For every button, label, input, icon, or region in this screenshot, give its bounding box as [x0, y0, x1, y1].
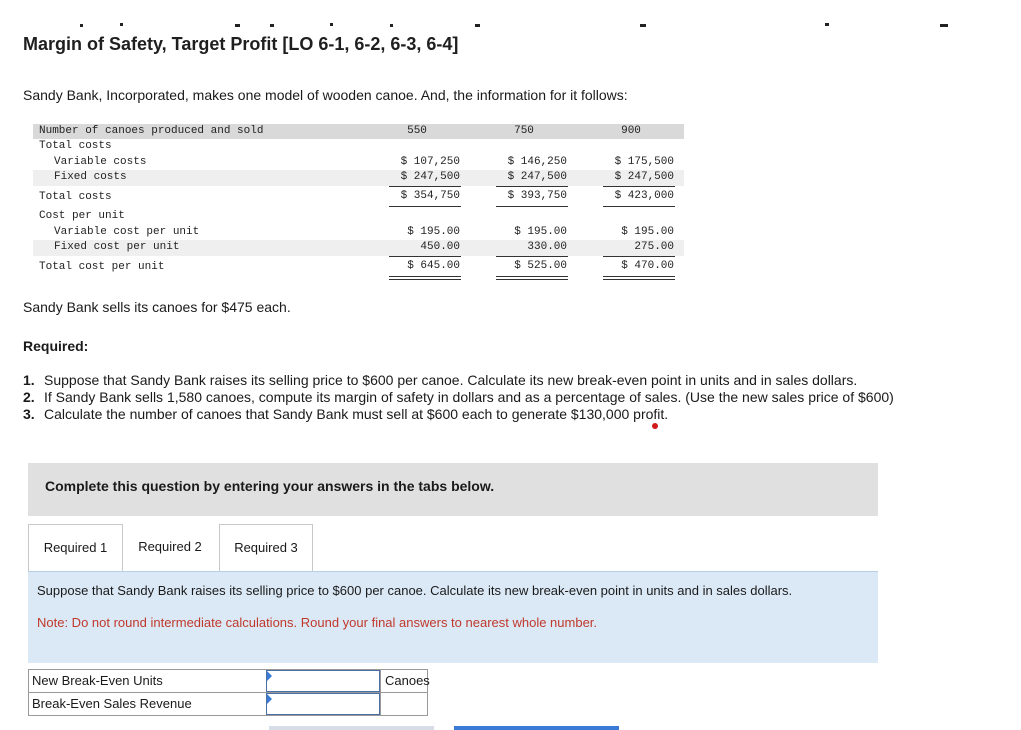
divider: [380, 693, 381, 715]
underline: [603, 186, 675, 187]
double-underline: [496, 279, 568, 280]
question-list: [23, 372, 973, 423]
fixed-per-unit-label: Fixed cost per unit: [54, 241, 180, 253]
cursor-marker: [652, 423, 658, 429]
tab-required-2[interactable]: Required 2: [123, 524, 217, 570]
cost-table: [0, 0, 1021, 300]
panel-instruction: Suppose that Sandy Bank raises its selling price to $600 per canoe. Calculate its new break-even point in units and in sales dollars.: [37, 583, 793, 598]
tab-required-3[interactable]: Required 3: [219, 524, 313, 571]
question-panel: [28, 571, 878, 663]
var-per-unit-label: Variable cost per unit: [54, 226, 200, 238]
total-costs-900: $ 423,000: [614, 190, 674, 202]
double-underline: [603, 279, 675, 280]
next-button[interactable]: [454, 726, 619, 730]
fixed-per-unit-900: 275.00: [634, 241, 674, 253]
question-text: Calculate the number of canoes that Sandy Bank must sell at $600 each to generate $130,000 profit.: [44, 406, 669, 422]
question-text: If Sandy Bank sells 1,580 canoes, compute its margin of safety in dollars and as a percentage of sales. (Use the new sales price of $600): [44, 389, 894, 405]
var-per-unit-750: $ 195.00: [514, 226, 567, 238]
answer-row-units: [28, 669, 428, 693]
underline: [389, 256, 461, 257]
underline: [496, 186, 568, 187]
question-number: 3.: [23, 406, 35, 422]
double-underline: [389, 279, 461, 280]
intro-text: Sandy Bank, Incorporated, makes one model of wooden canoe. And, the information for it follows:: [23, 87, 628, 103]
break-even-units-input[interactable]: [266, 670, 380, 692]
total-per-unit-750: $ 525.00: [514, 260, 567, 272]
break-even-revenue-input[interactable]: [266, 693, 380, 715]
var-per-unit-550: $ 195.00: [407, 226, 460, 238]
total-per-unit-550: $ 645.00: [407, 260, 460, 272]
divider: [380, 670, 381, 692]
row-band: [33, 170, 684, 186]
input-marker-icon: [267, 671, 272, 681]
underline: [496, 256, 568, 257]
question-number: 2.: [23, 389, 35, 405]
units-550: 550: [407, 125, 427, 137]
tab-required-1[interactable]: Required 1: [28, 524, 123, 571]
total-costs-label: Total costs: [39, 191, 112, 203]
page-title: Margin of Safety, Target Profit [LO 6-1, 6-2, 6-3, 6-4]: [23, 34, 459, 54]
fixed-per-unit-750: 330.00: [527, 241, 567, 253]
question-1: [23, 372, 973, 389]
fixed-costs-550: $ 247,500: [400, 171, 460, 183]
underline: [389, 206, 461, 207]
underline: [603, 206, 675, 207]
fixed-costs-750: $ 247,500: [507, 171, 567, 183]
underline: [496, 206, 568, 207]
variable-costs-900: $ 175,500: [614, 156, 674, 168]
units-750: 750: [514, 125, 534, 137]
underline: [603, 256, 675, 257]
question-2: [23, 389, 973, 406]
double-underline: [496, 276, 568, 277]
total-per-unit-900: $ 470.00: [621, 260, 674, 272]
required-heading: Required:: [23, 338, 89, 354]
variable-costs-750: $ 146,250: [507, 156, 567, 168]
question-number: 1.: [23, 372, 35, 388]
total-costs-550: $ 354,750: [400, 190, 460, 202]
selling-price-text: Sandy Bank sells its canoes for $475 each.: [23, 299, 291, 315]
units-900: 900: [621, 125, 641, 137]
question-text: Suppose that Sandy Bank raises its selling price to $600 per canoe. Calculate its new break-even point in units and in sales dollars.: [44, 372, 858, 388]
variable-costs-label: Variable costs: [54, 156, 147, 168]
answer-label: Break-Even Sales Revenue: [32, 696, 192, 711]
units-suffix: Canoes: [385, 673, 430, 688]
double-underline: [389, 276, 461, 277]
units-label: Number of canoes produced and sold: [39, 125, 264, 137]
fixed-costs-900: $ 247,500: [614, 171, 674, 183]
fixed-per-unit-550: 450.00: [420, 241, 460, 253]
total-costs-750: $ 393,750: [507, 190, 567, 202]
total-per-unit-label: Total cost per unit: [39, 261, 165, 273]
panel-note: Note: Do not round intermediate calculations. Round your final answers to nearest whole number.: [37, 615, 598, 630]
double-underline: [603, 276, 675, 277]
answer-label: New Break-Even Units: [32, 673, 163, 688]
answer-row-revenue: [28, 692, 428, 716]
input-marker-icon: [267, 694, 272, 704]
var-per-unit-900: $ 195.00: [621, 226, 674, 238]
banner-text: Complete this question by entering your answers in the tabs below.: [45, 478, 495, 494]
prev-button[interactable]: [269, 726, 434, 730]
variable-costs-550: $ 107,250: [400, 156, 460, 168]
fixed-costs-label: Fixed costs: [54, 171, 127, 183]
total-costs-heading: Total costs: [39, 140, 112, 152]
question-3: [23, 406, 973, 423]
instructions-banner: [28, 463, 878, 516]
underline: [389, 186, 461, 187]
cost-per-unit-heading: Cost per unit: [39, 210, 125, 222]
